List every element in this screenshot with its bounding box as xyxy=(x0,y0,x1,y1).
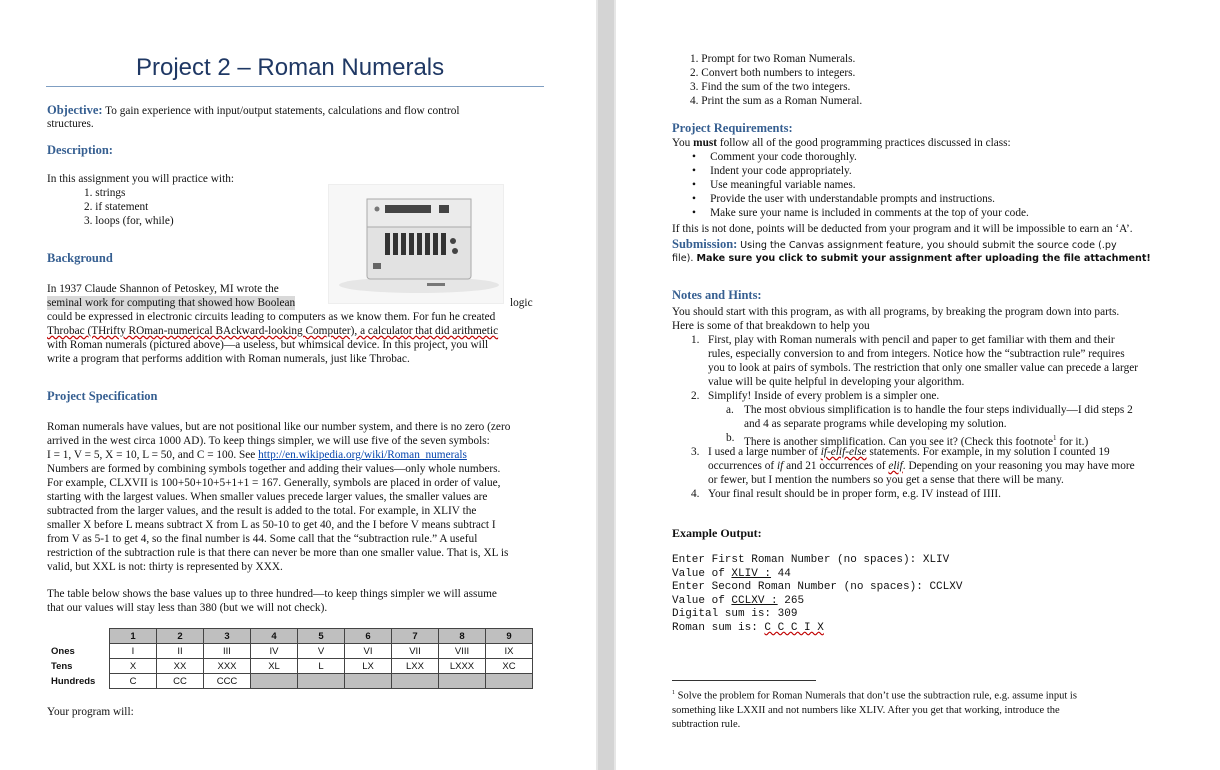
footnote-reference[interactable]: 1 xyxy=(1053,434,1057,442)
requirement-item: • Make sure your name is included in comments at the top of your code. xyxy=(692,207,1029,219)
throbac-device-icon xyxy=(329,185,503,303)
note-code-term: if xyxy=(777,460,784,472)
objective-paragraph xyxy=(47,103,567,118)
requirement-item: • Indent your code appropriately. xyxy=(692,165,852,177)
steps-list xyxy=(690,52,862,108)
table-cell: LXX xyxy=(392,659,439,674)
note-2a xyxy=(744,403,1214,431)
requirements-list xyxy=(692,150,1029,220)
output-text: 44 xyxy=(771,567,791,580)
table-cell: XXX xyxy=(204,659,251,674)
objective-text-2: structures. xyxy=(47,118,94,130)
table-cell: CC xyxy=(157,674,204,689)
background-line-3: could be expressed in electronic circuits leading to computers as we know them. For fun he created xyxy=(47,311,496,323)
table-cell: IV xyxy=(251,644,298,659)
note-text: statements. For example, in my solution I counted 19 xyxy=(866,446,1110,458)
table-cell: X xyxy=(110,659,157,674)
note-3-number: 3. xyxy=(691,446,700,458)
page-title: Project 2 – Roman Numerals xyxy=(136,54,445,81)
table-intro-1: The table below shows the base values up to three hundred—to keep things simpler we will assume xyxy=(47,588,497,600)
table-corner xyxy=(51,629,110,644)
table-cell: I xyxy=(110,644,157,659)
note-2-number: 2. xyxy=(691,390,700,402)
note-1 xyxy=(708,333,1208,389)
req-intro-text: You xyxy=(672,137,694,149)
table-row-hundreds xyxy=(51,674,533,689)
output-text: 265 xyxy=(777,594,805,607)
step-item: 1. Prompt for two Roman Numerals. xyxy=(690,53,856,65)
spec-line: subtracted from the larger values, and the result is added to the total. For example, in XLIV the xyxy=(47,505,477,517)
spec-line-with-link xyxy=(47,448,592,462)
output-text: Value of xyxy=(672,594,732,607)
output-line xyxy=(672,622,962,636)
spec-line: from V as 5-1 to get 4, so the final number is 44. Some call that the “subtraction rule.” A useful xyxy=(47,533,478,545)
notes-intro-2: Here is some of that breakdown to help you xyxy=(672,320,870,332)
header-cell: 4 xyxy=(251,629,298,644)
header-cell: 2 xyxy=(157,629,204,644)
header-cell: 3 xyxy=(204,629,251,644)
note-code-term: elif xyxy=(888,460,903,472)
output-line xyxy=(672,568,962,582)
note-text: . Depending on your reasoning you may have more xyxy=(902,460,1135,472)
footnote-text: Solve the problem for Roman Numerals that don’t use the subtraction rule, e.g. assume input is xyxy=(677,690,1077,702)
note-line: you to look at pairs of symbols. The restriction that only one smaller value can precede a larger xyxy=(708,362,1138,374)
note-text: occurrences of xyxy=(708,460,777,472)
example-output xyxy=(672,554,962,636)
throbac-photo xyxy=(328,184,504,304)
row-label: Hundreds xyxy=(51,675,96,687)
note-2b-letter: b. xyxy=(726,432,735,444)
spec-line: I = 1, V = 5, X = 10, L = 50, and C = 100. See xyxy=(47,449,259,461)
description-heading: Description: xyxy=(47,143,113,157)
background-line-6: write a program that performs addition with Roman numerals, just like Throbac. xyxy=(47,353,410,365)
table-row-tens xyxy=(51,659,533,674)
requirement-item: • Comment your code thoroughly. xyxy=(692,151,857,163)
footnote-line xyxy=(672,686,1217,704)
table-cell-empty xyxy=(298,674,345,689)
note-line: for it.) xyxy=(1056,435,1089,448)
table-intro-2: that our values will stay less than 380 (but we will not check). xyxy=(47,602,328,614)
spec-line: Roman numerals have values, but are not positional like our number system, and there is no zero (zero xyxy=(47,421,511,433)
submission-line-2 xyxy=(672,252,1151,266)
submission-text-2: file). xyxy=(672,253,694,264)
note-line xyxy=(708,459,1208,473)
note-line: The most obvious simplification is to handle the four steps individually—I did steps 2 xyxy=(744,404,1133,416)
header-cell: 1 xyxy=(110,629,157,644)
note-code-term: if-elif-else xyxy=(820,446,867,458)
spec-line: restriction of the subtraction rule is that there can never be more than one smaller value. That is, XL is xyxy=(47,547,509,559)
output-text: Value of xyxy=(672,567,732,580)
table-cell: IX xyxy=(486,644,533,659)
background-line-2-highlight: seminal work for computing that showed how Boolean xyxy=(47,297,296,309)
step-item: 3. Find the sum of the two integers. xyxy=(690,81,851,93)
note-line: First, play with Roman numerals with pencil and paper to get familiar with them and their xyxy=(708,334,1115,346)
header-cell: 6 xyxy=(345,629,392,644)
spec-line: starting with the largest values. When smaller values precede larger values, the smaller values are xyxy=(47,491,488,503)
background-line-5: with Roman numerals (pictured above)—a useless, but whimsical device. In this project, you will xyxy=(47,339,489,351)
row-label: Ones xyxy=(51,645,75,657)
table-cell: XX xyxy=(157,659,204,674)
note-2: Simplify! Inside of every problem is a simpler one. xyxy=(708,390,940,402)
row-label: Tens xyxy=(51,660,73,672)
req-intro-text: follow all of the good programming practices discussed in class: xyxy=(717,137,1011,149)
output-line: Enter First Roman Number (no spaces): XLIV xyxy=(672,554,950,566)
table-cell: CCC xyxy=(204,674,251,689)
submission-bold: Make sure you click to submit your assignment after uploading the file attachment! xyxy=(696,253,1151,264)
requirement-text: Use meaningful variable names. xyxy=(710,179,856,191)
note-line: and 4 as separate programs while developing my solution. xyxy=(744,418,1007,430)
submission-text: Using the Canvas assignment feature, you should submit the source code (.py xyxy=(740,240,1117,251)
note-line: There is another simplification. Can you see it? (Check this footnote xyxy=(744,435,1054,448)
practice-list xyxy=(84,186,174,228)
table-cell: LXXX xyxy=(439,659,486,674)
closing-line: Your program will: xyxy=(47,706,134,718)
table-header-row xyxy=(51,629,533,644)
submission-label: Submission: xyxy=(672,237,738,251)
header-cell: 9 xyxy=(486,629,533,644)
spec-line: valid, but XXL is not: thirty is represented by XXX. xyxy=(47,561,283,573)
notes-heading: Notes and Hints: xyxy=(672,288,762,302)
title-underline xyxy=(46,86,544,87)
requirement-item: • Use meaningful variable names. xyxy=(692,179,856,191)
practice-item: 2. if statement xyxy=(84,201,149,213)
requirement-text: Comment your code thoroughly. xyxy=(710,151,857,163)
requirements-warning: If this is not done, points will be deducted from your program and it will be impossible to earn an ‘A’. xyxy=(672,223,1133,235)
table-cell: VII xyxy=(392,644,439,659)
header-cell: 7 xyxy=(392,629,439,644)
note-2a-letter: a. xyxy=(726,404,734,416)
table-cell-empty xyxy=(251,674,298,689)
table-cell: C xyxy=(110,674,157,689)
table-cell: VIII xyxy=(439,644,486,659)
note-line xyxy=(708,445,1208,459)
note-line: value will be quite helpful in developing your algorithm. xyxy=(708,376,965,388)
table-cell-empty xyxy=(345,674,392,689)
spec-line: arrived in the west circa 1000 AD). To keep things simpler, we will use five of the seven symbols: xyxy=(47,435,490,447)
req-must: must xyxy=(693,137,718,149)
table-cell-empty xyxy=(392,674,439,689)
step-item: 2. Convert both numbers to integers. xyxy=(690,67,856,79)
background-line-4: Throbac (THrifty ROman-numerical BAckward-looking Computer), a calculator that did arithmetic xyxy=(47,325,499,337)
footnote-line: subtraction rule. xyxy=(672,718,741,730)
note-line: rules, especially conversion to and from integers. Notice how the “subtraction rule” requires xyxy=(708,348,1125,360)
note-3 xyxy=(708,445,1208,487)
table-cell: XC xyxy=(486,659,533,674)
output-text: CCLXV : xyxy=(731,594,778,607)
spec-paragraph xyxy=(47,420,592,574)
table-cell: II xyxy=(157,644,204,659)
practice-item: 3. loops (for, while) xyxy=(84,215,174,227)
note-4-number: 4. xyxy=(691,488,700,500)
spec-line: Numbers are formed by combining symbols together and adding their values—only whole numbers. xyxy=(47,463,501,475)
table-cell: L xyxy=(298,659,345,674)
example-heading: Example Output: xyxy=(672,526,762,540)
header-cell: 8 xyxy=(439,629,486,644)
table-row-ones xyxy=(51,644,533,659)
table-cell: LX xyxy=(345,659,392,674)
wikipedia-link[interactable]: http://en.wikipedia.org/wiki/Roman_numerals xyxy=(258,449,467,461)
roman-table xyxy=(51,628,533,689)
note-text: I used a large number of xyxy=(708,446,821,458)
objective-label: Objective: xyxy=(47,103,103,117)
footnote-separator xyxy=(672,680,816,681)
description-intro: In this assignment you will practice with: xyxy=(47,173,234,185)
background-heading: Background xyxy=(47,251,113,265)
footnote-mark: 1 xyxy=(672,690,675,696)
spec-line: For example, CLXVII is 100+50+10+5+1+1 = 167. Generally, symbols are placed in order of value, xyxy=(47,477,501,489)
spec-heading: Project Specification xyxy=(47,389,158,403)
header-cell: 5 xyxy=(298,629,345,644)
requirements-heading: Project Requirements: xyxy=(672,121,793,135)
document-page-1 xyxy=(0,0,596,770)
step-item: 4. Print the sum as a Roman Numeral. xyxy=(690,95,863,107)
document-page-2 xyxy=(616,0,1220,770)
notes-intro-1: You should start with this program, as with all programs, by breaking the program down into parts. xyxy=(672,306,1120,318)
spec-line: smaller X before L means subtract X from L as 50-10 to get 40, and the I before V means subtract I xyxy=(47,519,496,531)
output-text: Roman sum is: xyxy=(672,621,765,634)
background-line-1: In 1937 Claude Shannon of Petoskey, MI wrote the xyxy=(47,283,279,295)
note-4: Your final result should be in proper form, e.g. IV instead of IIII. xyxy=(708,488,1001,500)
table-cell-empty xyxy=(439,674,486,689)
submission-paragraph xyxy=(672,237,1217,253)
requirements-intro xyxy=(672,136,1011,150)
roman-values-table xyxy=(51,628,533,689)
page-gutter xyxy=(598,0,614,770)
requirement-item: • Provide the user with understandable prompts and instructions. xyxy=(692,193,995,205)
background-line-2-tail: logic xyxy=(510,297,533,309)
footnote-line: something like LXXII and not numbers like XLIV. After you get that working, introduce the xyxy=(672,704,1060,716)
table-cell: VI xyxy=(345,644,392,659)
output-line: Enter Second Roman Number (no spaces): CCLXV xyxy=(672,581,963,594)
table-cell-empty xyxy=(486,674,533,689)
output-text: XLIV : xyxy=(731,567,772,580)
output-line xyxy=(672,595,962,609)
output-text: C C C I X xyxy=(764,621,824,634)
requirement-text: Make sure your name is included in comments at the top of your code. xyxy=(710,207,1029,219)
note-line: or fewer, but I mention the numbers so you get a sense that there will be many. xyxy=(708,474,1064,486)
note-text: and 21 occurrences of xyxy=(783,460,889,472)
objective-text: To gain experience with input/output statements, calculations and flow control xyxy=(105,105,460,117)
table-cell: V xyxy=(298,644,345,659)
table-cell: III xyxy=(204,644,251,659)
footnote xyxy=(672,686,1217,732)
table-cell: XL xyxy=(251,659,298,674)
requirement-text: Provide the user with understandable prompts and instructions. xyxy=(710,193,995,205)
requirement-text: Indent your code appropriately. xyxy=(710,165,852,177)
output-line: Digital sum is: 309 xyxy=(672,608,798,621)
note-1-number: 1. xyxy=(691,334,700,346)
practice-item: 1. strings xyxy=(84,187,126,199)
